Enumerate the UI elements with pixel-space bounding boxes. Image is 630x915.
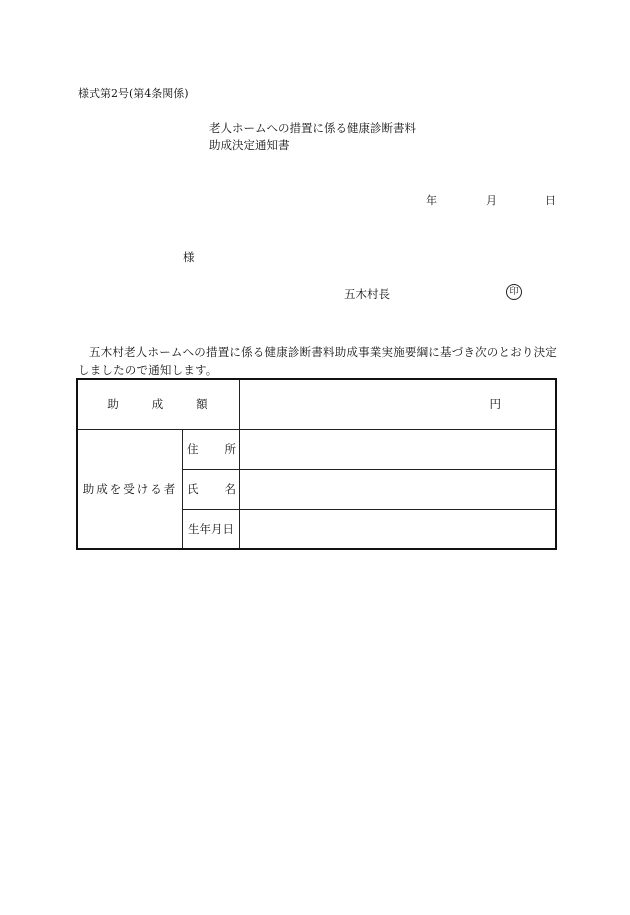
address-label: 住 所 (183, 429, 240, 469)
recipient-honorific: 様 (183, 250, 195, 264)
amount-label (77, 379, 240, 429)
date-year-label: 年 (426, 194, 437, 207)
birthdate-label: 生年月日 (183, 509, 240, 549)
form-number: 様式第2号(第4条関係) (78, 87, 189, 100)
amount-value-cell[interactable] (240, 379, 557, 429)
subsidy-form-table (76, 378, 557, 550)
amount-label-char: 助 (107, 397, 121, 412)
document-title-line1: 老人ホームへの措置に係る健康診断書料 (209, 121, 416, 135)
recipient-label: 助成を受ける者 (77, 429, 183, 549)
name-value-cell[interactable] (240, 469, 557, 509)
date-day-label: 日 (545, 194, 556, 207)
address-value-cell[interactable] (240, 429, 557, 469)
birthdate-value-cell[interactable] (240, 509, 557, 549)
name-label: 氏 名 (183, 469, 240, 509)
amount-label-char: 成 (151, 397, 166, 412)
notice-body-text: 五木村老人ホームへの措置に係る健康診断書料助成事業実施要綱に基づき次のとおり決定しましたので通知します。 (78, 345, 557, 377)
seal-icon: 印 (506, 284, 522, 300)
document-title-line2: 助成決定通知書 (209, 138, 290, 152)
amount-label-char: 額 (196, 397, 210, 412)
date-month-label: 月 (486, 194, 497, 207)
address-row (77, 429, 556, 469)
sender-name: 五木村長 (344, 287, 390, 301)
yen-unit: 円 (489, 397, 501, 412)
amount-row (77, 379, 556, 429)
